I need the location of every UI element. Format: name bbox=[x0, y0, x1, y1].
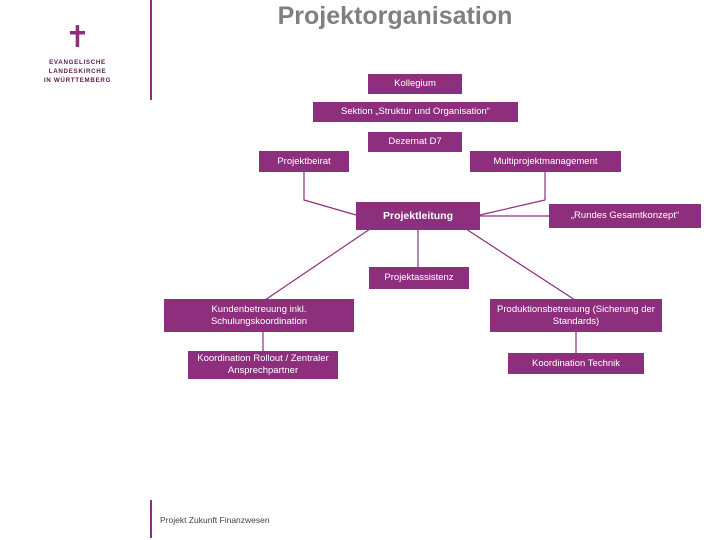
logo-text-line1: EVANGELISCHE LANDESKIRCHE bbox=[48, 59, 107, 75]
node-projektleitung[interactable] bbox=[356, 202, 480, 230]
node-projektbeirat[interactable] bbox=[259, 151, 349, 172]
node-koordination-technik-label: Koordination Technik bbox=[531, 357, 621, 369]
node-dezernat-label: Dezernat D7 bbox=[388, 136, 442, 147]
node-sektion-label: Sektion „Struktur und Organisation“ bbox=[341, 106, 490, 117]
node-projektleitung-label: Projektleitung bbox=[382, 210, 453, 222]
node-multiprojektmanagement[interactable] bbox=[470, 151, 621, 172]
node-koordination-rollout[interactable] bbox=[188, 351, 338, 379]
node-projektassistenz[interactable] bbox=[369, 267, 469, 289]
node-gesamtkonzept[interactable] bbox=[549, 204, 701, 228]
node-multiprojektmanagement-label: Multiprojektmanagement bbox=[493, 155, 598, 167]
node-kollegium[interactable] bbox=[368, 74, 462, 94]
node-kollegium-label: Kollegium bbox=[394, 78, 436, 89]
node-koordination-rollout-label: Koordination Rollout / Zentraler Ansprechpartner bbox=[197, 353, 329, 376]
node-kundenbetreuung-label: Kundenbetreuung inkl. Schulungskoordination bbox=[210, 303, 308, 327]
page-title: Projektorganisation bbox=[277, 2, 513, 30]
node-projektbeirat-label: Projektbeirat bbox=[277, 155, 331, 167]
node-produktionsbetreuung-label: Produktionsbetreuung (Sicherung der Standards) bbox=[497, 303, 655, 327]
footer-text: Projekt Zukunft Finanzwesen bbox=[160, 515, 270, 525]
node-dezernat[interactable] bbox=[368, 132, 462, 152]
node-sektion[interactable] bbox=[313, 102, 518, 122]
node-projektassistenz-label: Projektassistenz bbox=[384, 272, 454, 283]
cross-icon: ✝ bbox=[64, 20, 91, 55]
node-gesamtkonzept-label: „Rundes Gesamtkonzept“ bbox=[570, 210, 680, 221]
node-koordination-technik[interactable] bbox=[508, 353, 644, 374]
node-kundenbetreuung[interactable] bbox=[164, 299, 354, 332]
node-produktionsbetreuung[interactable] bbox=[490, 299, 662, 332]
logo-text-line2: IN WÜRTTEMBERG bbox=[43, 77, 112, 84]
